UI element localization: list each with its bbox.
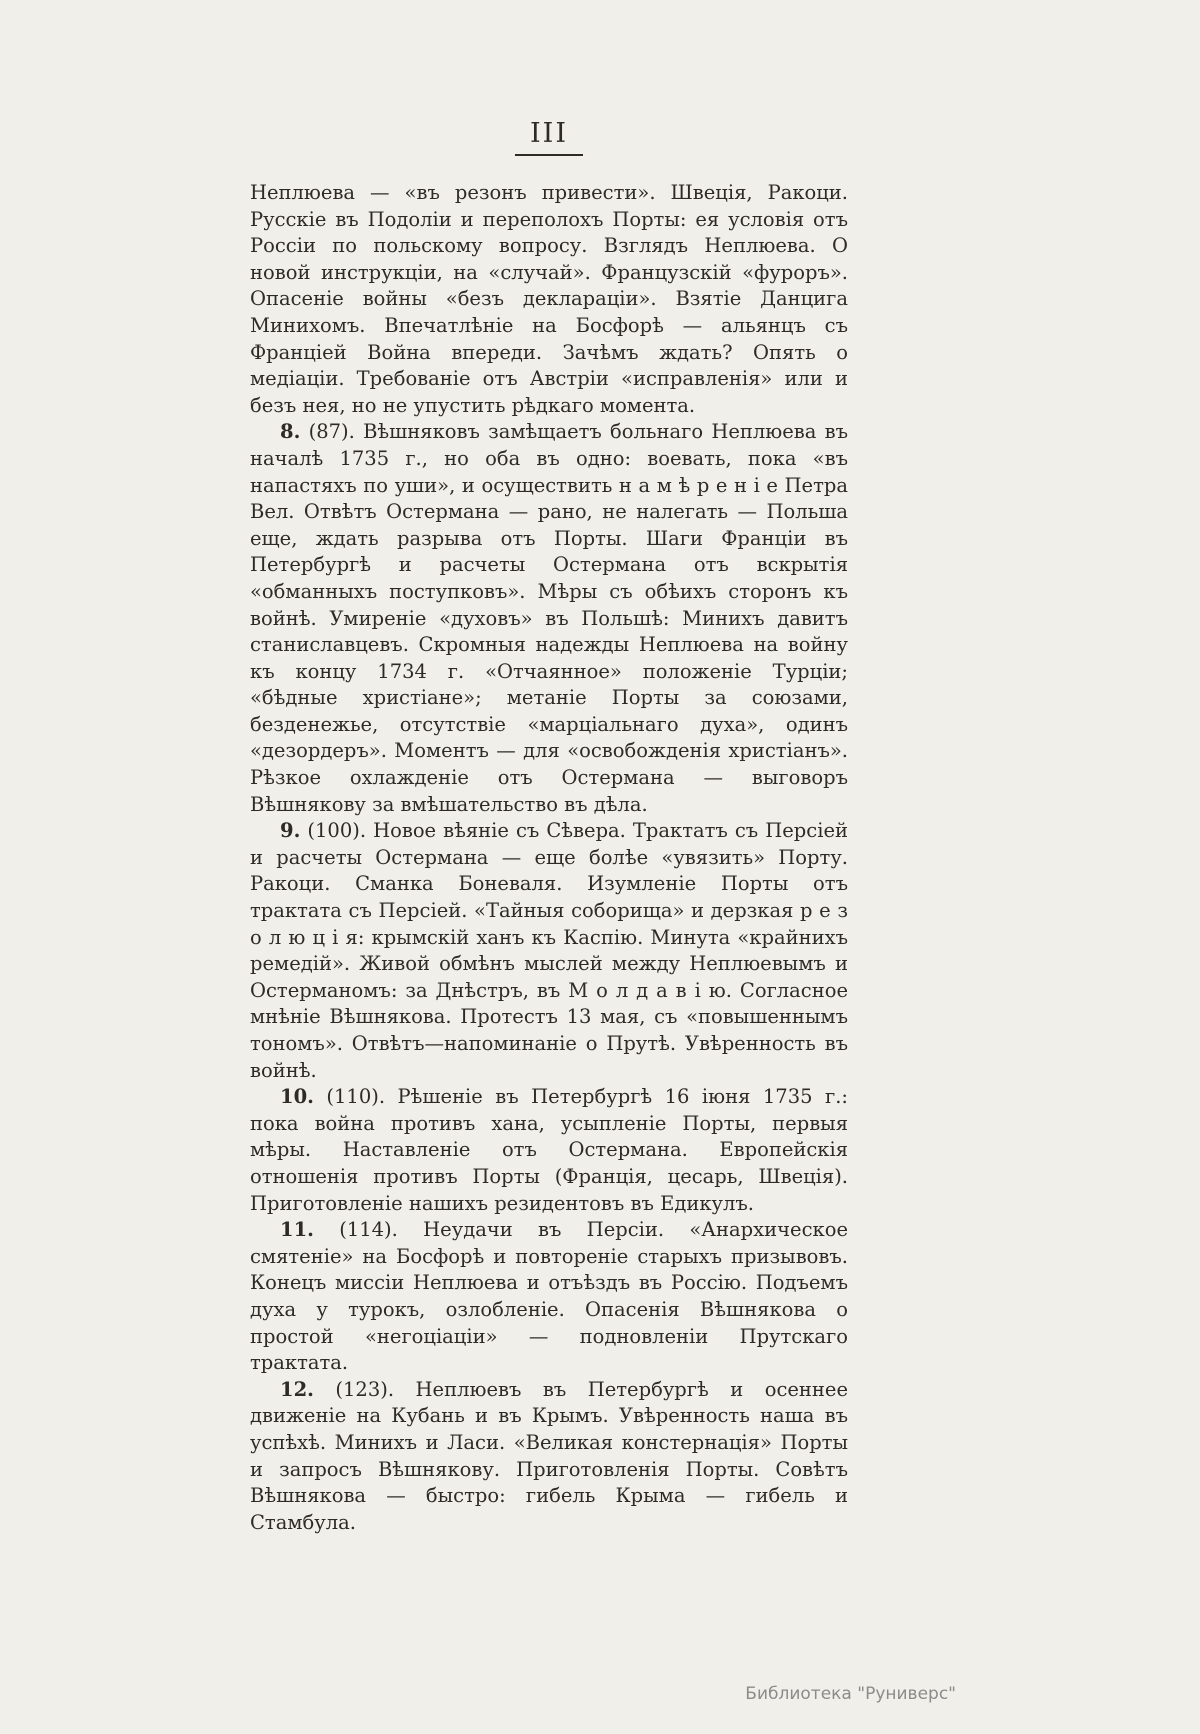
library-watermark: Библиотека "Руниверс" bbox=[745, 1684, 956, 1704]
toc-entry-10 bbox=[250, 1084, 848, 1217]
entry-text: Вѣшняковъ замѣщаетъ больнаго Неплюева въ началѣ 1735 г., но оба въ одно: воевать, пока «въ напастяхъ по уши», и осуществить н а м ѣ р е н і е Петра Вел. Отвѣтъ Остермана — рано, не налегать — Польша еще, ждать разрыва отъ Порты. Шаги Франціи въ Петербургѣ и расчеты Остермана отъ вскрытія «обманныхъ поступковъ». Мѣры съ обѣихъ сторонъ къ войнѣ. Умиреніе «духовъ» въ Польшѣ: Минихъ давитъ станиславцевъ. Скромныя надежды Неплюева на войну къ концу 1734 г. «Отчаянное» положеніе Турціи; «бѣдные христіане»; метаніе Порты за союзами, безденежье, отсутствіе «марціальнаго духа», одинъ «дезордеръ». Моментъ — для «освобожденія христіанъ». Рѣзкое охлажденіе отъ Остермана — выговоръ Вѣшнякову за вмѣшательство въ дѣла. bbox=[250, 420, 848, 816]
entry-number: 10. bbox=[280, 1085, 314, 1109]
toc-entry-continuation bbox=[250, 180, 848, 419]
toc-entry-9 bbox=[250, 818, 848, 1084]
entry-text: Неудачи въ Персіи. «Анархическое смятеніе» на Босфорѣ и повтореніе старыхъ призывовъ. Конецъ миссіи Неплюева и отъѣздъ въ Россію. Подъемъ духа у турокъ, озлобленіе. Опасенія Вѣшнякова о простой «негоціаціи» — подновленіи Прутскаго трактата. bbox=[250, 1218, 848, 1375]
entry-page-ref: (123). bbox=[335, 1377, 395, 1401]
entry-text: Новое вѣяніе съ Сѣвера. Трактатъ съ Персіей и расчеты Остермана — еще болѣе «увязить» Порту. Ракоци. Сманка Боневаля. Изумленіе Порты отъ трактата съ Персіей. «Тайныя соборища» и дерзкая р е з о л ю ц і я: крымскій ханъ къ Каспію. Минута «крайнихъ ремедій». Живой обмѣнъ мыслей между Неплюевымъ и Остерманомъ: за Днѣстръ, въ М о л д а в і ю. Согласное мнѣніе Вѣшнякова. Протестъ 13 мая, съ «повышеннымъ тономъ». Отвѣтъ—напоминаніе о Прутѣ. Увѣренность въ войнѣ. bbox=[250, 819, 848, 1082]
toc-entry-8 bbox=[250, 419, 848, 818]
entry-text: Неплюевъ въ Петербургѣ и осеннее движеніе на Кубань и въ Крымъ. Увѣренность наша въ успѣхѣ. Минихъ и Ласи. «Великая констернація» Порты и запросъ Вѣшнякову. Приготовленія Порты. Совѣтъ Вѣшнякова — быстро: гибель Крыма — гибель и Стамбула. bbox=[250, 1377, 848, 1534]
page-number-heading: III bbox=[515, 118, 583, 156]
entry-page-ref: (87). bbox=[308, 420, 355, 444]
entry-number: 12. bbox=[280, 1377, 314, 1401]
entry-page-ref: (100). bbox=[307, 819, 367, 843]
entry-page-ref: (110). bbox=[326, 1085, 386, 1109]
entry-page-ref: (114). bbox=[339, 1218, 398, 1242]
heading-row bbox=[250, 118, 848, 156]
toc-entry-11 bbox=[250, 1217, 848, 1377]
toc-entry-12 bbox=[250, 1377, 848, 1537]
entry-number: 11. bbox=[280, 1218, 314, 1242]
entry-text: Неплюева — «въ резонъ привести». Швеція, Ракоци. Русскіе въ Подоліи и переполохъ Порты: ея условія отъ Россіи по польскому вопросу. Взглядъ Неплюева. О новой инструкціи, на «случай». Французскій «фуроръ». Опасеніе войны «безъ деклараціи». Взятіе Данцига Минихомъ. Впечатлѣніе на Босфорѣ — альянцъ съ Франціей Война впереди. Зачѣмъ ждать? Опять о медіаціи. Требованіе отъ Австріи «исправленія» или и безъ нея, но не упустить рѣдкаго момента. bbox=[250, 181, 848, 417]
entry-text: Рѣшеніе въ Петербургѣ 16 іюня 1735 г.: пока война противъ хана, усыпленіе Порты, первыя мѣры. Наставленіе отъ Остермана. Европейскія отношенія противъ Порты (Франція, цесарь, Швеція). Приготовленіе нашихъ резидентовъ въ Едикулъ. bbox=[250, 1085, 848, 1215]
entry-number: 8. bbox=[280, 420, 301, 444]
entry-number: 9. bbox=[280, 819, 301, 843]
page-content bbox=[250, 118, 848, 1536]
